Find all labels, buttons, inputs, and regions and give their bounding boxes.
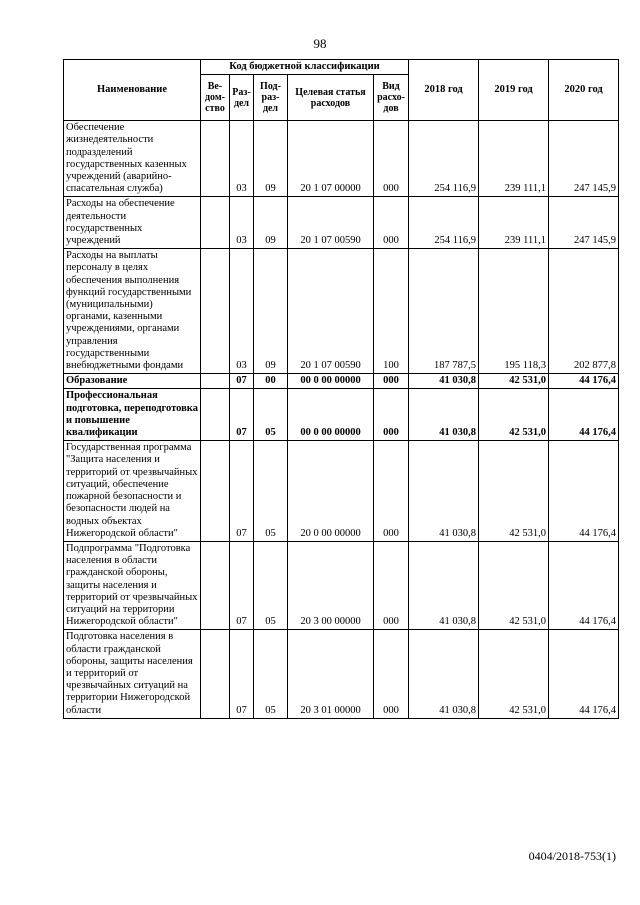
- table-row: [64, 249, 619, 374]
- row-expense-type: 000: [374, 630, 409, 718]
- row-target-article: 20 3 00 00000: [288, 541, 374, 629]
- table-row: [64, 389, 619, 441]
- row-amount-2018: 41 030,8: [409, 389, 479, 441]
- budget-table: [63, 59, 619, 719]
- document-code: 0404/2018-753(1): [528, 849, 616, 863]
- row-amount-2020: 44 176,4: [549, 389, 619, 441]
- table-header: [64, 60, 619, 121]
- row-amount-2019: 42 531,0: [479, 541, 549, 629]
- row-vedomstvo: [201, 121, 230, 197]
- row-razdel: 07: [230, 630, 254, 718]
- row-target-article: 20 1 07 00000: [288, 121, 374, 197]
- row-target-article: 20 1 07 00590: [288, 197, 374, 249]
- row-name: Профессиональная подготовка, переподготовка и повышение квалификации: [64, 389, 201, 441]
- header-code-group: Код бюджетной классификации: [201, 60, 409, 75]
- row-vedomstvo: [201, 541, 230, 629]
- row-podrazdel: 05: [254, 441, 288, 542]
- row-name: Расходы на обеспечение деятельности государственных учреждений: [64, 197, 201, 249]
- row-razdel: 03: [230, 249, 254, 374]
- header-name: Наименование: [64, 60, 201, 121]
- row-razdel: 07: [230, 541, 254, 629]
- row-name: Подпрограмма "Подготовка населения в области гражданской обороны, защиты населения и территорий от чрезвычайных ситуаций на территории Нижегородской области": [64, 541, 201, 629]
- row-target-article: 00 0 00 00000: [288, 389, 374, 441]
- row-amount-2018: 187 787,5: [409, 249, 479, 374]
- header-expense-type: Вид расхо-дов: [374, 75, 409, 121]
- row-amount-2019: 239 111,1: [479, 197, 549, 249]
- row-amount-2019: 42 531,0: [479, 374, 549, 389]
- row-razdel: 07: [230, 441, 254, 542]
- row-amount-2020: 247 145,9: [549, 197, 619, 249]
- row-podrazdel: 00: [254, 374, 288, 389]
- row-amount-2018: 41 030,8: [409, 441, 479, 542]
- row-expense-type: 000: [374, 541, 409, 629]
- row-expense-type: 100: [374, 249, 409, 374]
- row-target-article: 20 0 00 00000: [288, 441, 374, 542]
- row-amount-2019: 42 531,0: [479, 441, 549, 542]
- row-amount-2020: 44 176,4: [549, 541, 619, 629]
- table-row: [64, 374, 619, 389]
- row-podrazdel: 05: [254, 389, 288, 441]
- row-podrazdel: 05: [254, 541, 288, 629]
- header-vedomstvo: Ве-дом-ство: [201, 75, 230, 121]
- row-expense-type: 000: [374, 374, 409, 389]
- row-target-article: 20 1 07 00590: [288, 249, 374, 374]
- row-name: Обеспечение жизнедеятельности подразделений государственных казенных учреждений (аварийно-спасательная служба): [64, 121, 201, 197]
- row-podrazdel: 09: [254, 197, 288, 249]
- row-amount-2020: 44 176,4: [549, 441, 619, 542]
- row-vedomstvo: [201, 389, 230, 441]
- table-row: [64, 441, 619, 542]
- row-name: Образование: [64, 374, 201, 389]
- table-row: [64, 121, 619, 197]
- header-year-2019: 2019 год: [479, 60, 549, 121]
- row-amount-2019: 195 118,3: [479, 249, 549, 374]
- page-number: 98: [313, 36, 327, 51]
- row-razdel: 07: [230, 389, 254, 441]
- row-amount-2018: 41 030,8: [409, 630, 479, 718]
- table-row: [64, 541, 619, 629]
- row-name: Государственная программа "Защита населения и территорий от чрезвычайных ситуаций, обеспечение пожарной безопасности и безопасности людей на водных объектах Нижегородской области": [64, 441, 201, 542]
- row-amount-2020: 247 145,9: [549, 121, 619, 197]
- header-year-2018: 2018 год: [409, 60, 479, 121]
- row-amount-2018: 41 030,8: [409, 541, 479, 629]
- row-vedomstvo: [201, 249, 230, 374]
- row-vedomstvo: [201, 630, 230, 718]
- row-expense-type: 000: [374, 441, 409, 542]
- header-year-2020: 2020 год: [549, 60, 619, 121]
- row-amount-2018: 41 030,8: [409, 374, 479, 389]
- row-amount-2020: 202 877,8: [549, 249, 619, 374]
- row-razdel: 07: [230, 374, 254, 389]
- row-expense-type: 000: [374, 197, 409, 249]
- row-podrazdel: 05: [254, 630, 288, 718]
- row-amount-2020: 44 176,4: [549, 374, 619, 389]
- row-amount-2019: 239 111,1: [479, 121, 549, 197]
- header-razdel: Раз-дел: [230, 75, 254, 121]
- row-podrazdel: 09: [254, 121, 288, 197]
- row-amount-2019: 42 531,0: [479, 389, 549, 441]
- row-razdel: 03: [230, 197, 254, 249]
- row-expense-type: 000: [374, 389, 409, 441]
- row-target-article: 00 0 00 00000: [288, 374, 374, 389]
- row-razdel: 03: [230, 121, 254, 197]
- table-body: [64, 121, 619, 719]
- row-amount-2018: 254 116,9: [409, 197, 479, 249]
- row-target-article: 20 3 01 00000: [288, 630, 374, 718]
- table-row: [64, 197, 619, 249]
- row-expense-type: 000: [374, 121, 409, 197]
- row-amount-2019: 42 531,0: [479, 630, 549, 718]
- table-row: [64, 630, 619, 718]
- header-podrazdel: Под-раз-дел: [254, 75, 288, 121]
- header-target-article: Целевая статья расходов: [288, 75, 374, 121]
- row-amount-2018: 254 116,9: [409, 121, 479, 197]
- row-amount-2020: 44 176,4: [549, 630, 619, 718]
- row-name: Подготовка населения в области гражданской обороны, защиты населения и территорий от чрезвычайных ситуаций на территории Нижегородской области: [64, 630, 201, 718]
- row-vedomstvo: [201, 441, 230, 542]
- row-vedomstvo: [201, 374, 230, 389]
- row-podrazdel: 09: [254, 249, 288, 374]
- row-name: Расходы на выплаты персоналу в целях обеспечения выполнения функций государственными (муниципальными) органами, казенными учреждениями, органами управления государственными внебюджетными фондами: [64, 249, 201, 374]
- row-vedomstvo: [201, 197, 230, 249]
